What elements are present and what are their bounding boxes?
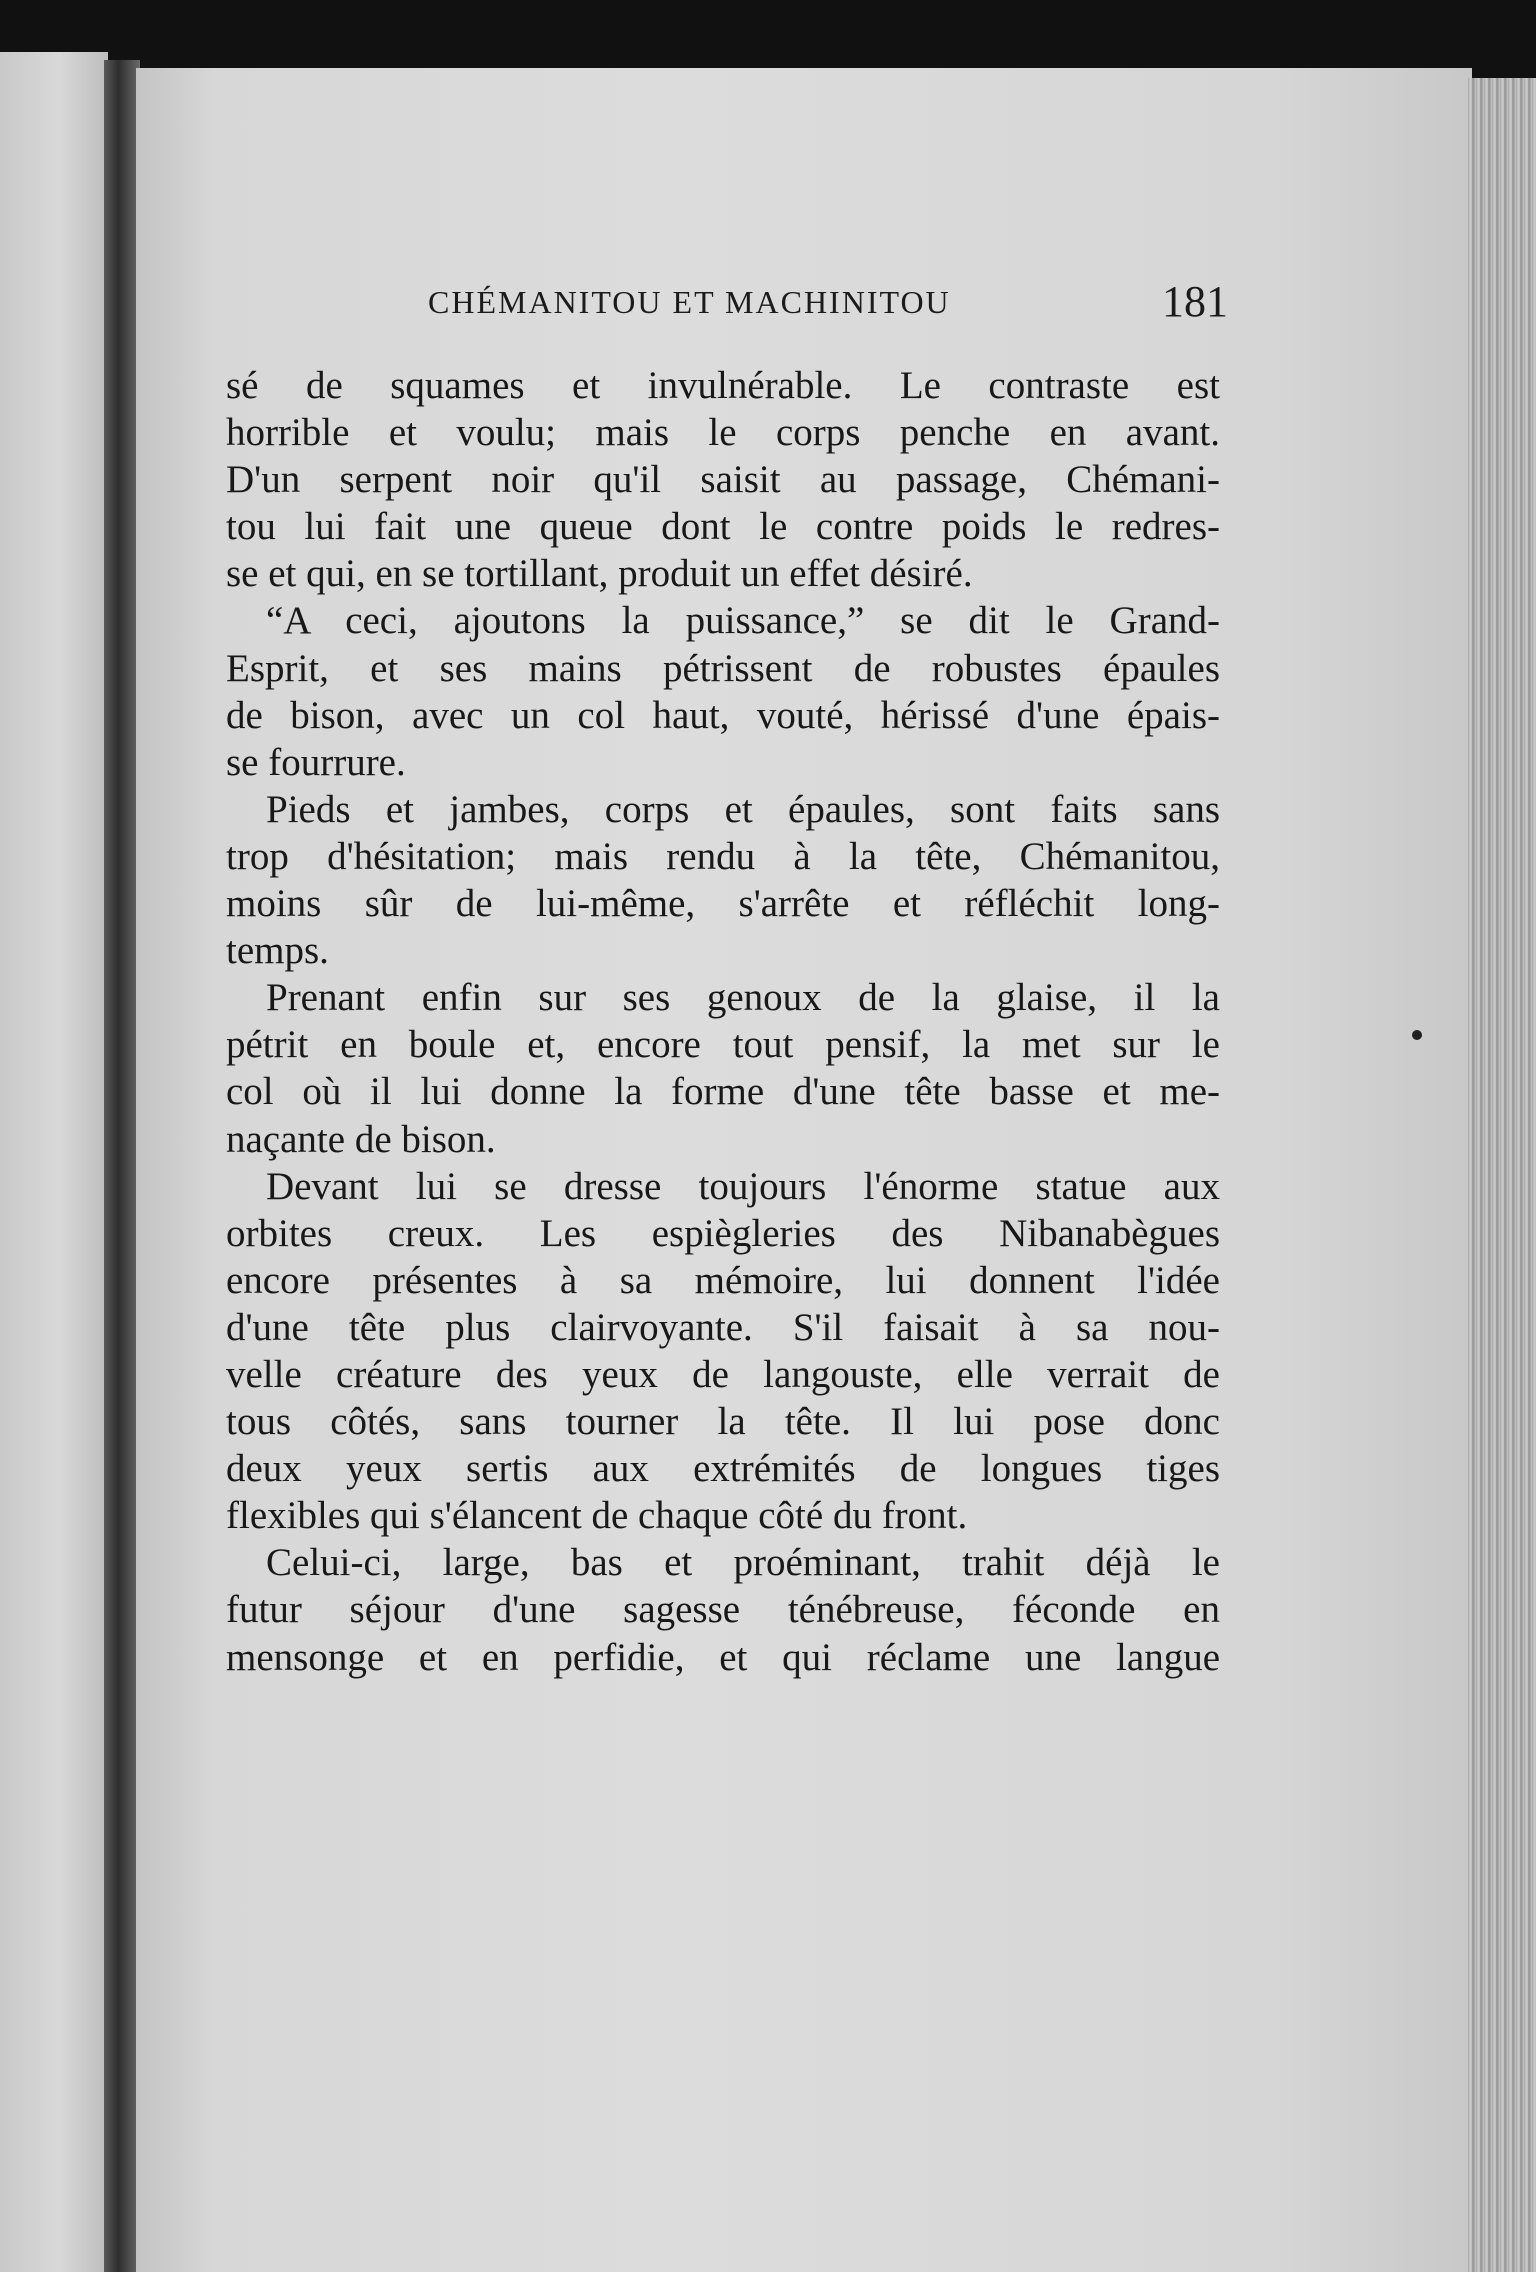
- text-line: Prenant enfin sur ses genoux de la glaise, il la: [266, 976, 1220, 1020]
- text-line: velle créature des yeux de langouste, elle verrait de: [226, 1352, 1220, 1396]
- running-title: CHÉMANITOU ET MACHINITOU: [428, 284, 951, 320]
- text-line: d'une tête plus clairvoyante. S'il faisait à sa nou-: [226, 1305, 1220, 1349]
- text-line: moins sûr de lui-même, s'arrête et réfléchit long-: [226, 882, 1220, 926]
- running-head: [428, 276, 1228, 336]
- text-line: orbites creux. Les espiègleries des Nibanabègues: [226, 1211, 1220, 1255]
- paragraph: [226, 597, 1220, 785]
- paragraph: [226, 786, 1220, 974]
- text-line: pétrit en boule et, encore tout pensif, la met sur le: [226, 1023, 1220, 1067]
- text-line: tou lui fait une queue dont le contre poids le redres-: [226, 505, 1220, 549]
- text-line: deux yeux sertis aux extrémités de longues tiges: [226, 1447, 1220, 1491]
- text-line: “A ceci, ajoutons la puissance,” se dit le Grand-: [266, 599, 1220, 643]
- text-line: futur séjour d'une sagesse ténébreuse, féconde en: [226, 1588, 1220, 1632]
- text-line: Pieds et jambes, corps et épaules, sont faits sans: [266, 787, 1220, 831]
- text-line: temps.: [226, 929, 329, 973]
- text-line: mensonge et en perfidie, et qui réclame une langue: [226, 1635, 1220, 1679]
- text-line: flexibles qui s'élancent de chaque côté du front.: [226, 1494, 968, 1538]
- body-text: [226, 362, 1220, 1681]
- paragraph: [226, 974, 1220, 1162]
- ink-speck: [1412, 1030, 1422, 1040]
- text-line: tous côtés, sans tourner la tête. Il lui pose donc: [226, 1400, 1220, 1444]
- text-line: sé de squames et invulnérable. Le contraste est: [226, 364, 1220, 407]
- page-number: 181: [1162, 277, 1228, 326]
- paragraph: [226, 1163, 1220, 1540]
- text-line: se fourrure.: [226, 740, 406, 784]
- text-line: Devant lui se dresse toujours l'énorme statue aux: [266, 1164, 1220, 1208]
- text-line: horrible et voulu; mais le corps penche en avant.: [226, 411, 1220, 455]
- text-line: Celui-ci, large, bas et proéminant, trahit déjà le: [266, 1541, 1220, 1585]
- previous-page-edge: [0, 52, 108, 2272]
- text-line: encore présentes à sa mémoire, lui donnent l'idée: [226, 1258, 1220, 1302]
- paragraph: [226, 362, 1220, 597]
- book-gutter: [104, 60, 140, 2272]
- text-line: Esprit, et ses mains pétrissent de robustes épaules: [226, 646, 1220, 690]
- text-line: col où il lui donne la forme d'une tête basse et me-: [226, 1070, 1220, 1114]
- text-line: D'un serpent noir qu'il saisit au passage, Chémani-: [226, 458, 1220, 502]
- text-line: trop d'hésitation; mais rendu à la tête, Chémanitou,: [226, 834, 1220, 878]
- text-line: naçante de bison.: [226, 1117, 496, 1161]
- text-line: de bison, avec un col haut, vouté, hérissé d'une épais-: [226, 693, 1220, 737]
- text-line: se et qui, en se tortillant, produit un effet désiré.: [226, 552, 973, 596]
- page-stack-edges: [1468, 78, 1536, 2272]
- paragraph: [226, 1539, 1220, 1680]
